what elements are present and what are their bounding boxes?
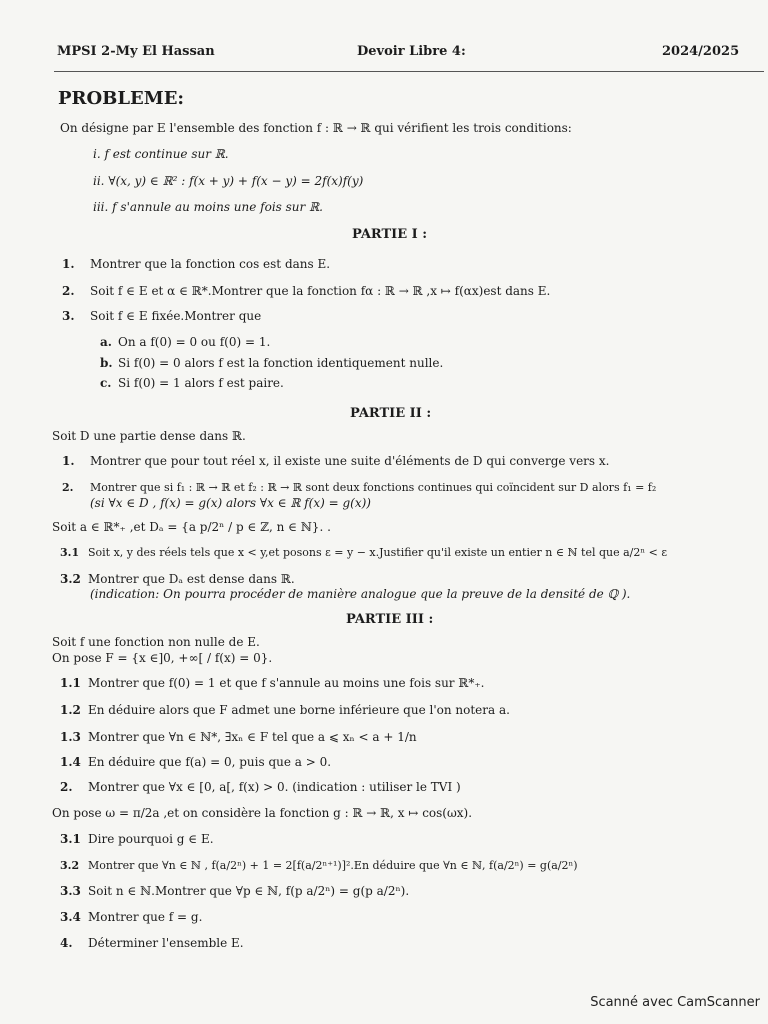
- header-rule: [54, 71, 764, 72]
- condition-line: iii. f s'annule au moins une fois sur ℝ.: [93, 200, 323, 214]
- scanner-watermark: Scanné avec CamScanner: [590, 995, 760, 1010]
- question-line: 2. Montrer que ∀x ∈ [0, a[, f(x) > 0. (indication : utiliser le TVI ): [60, 780, 461, 794]
- condition-line: i. f est continue sur ℝ.: [93, 147, 229, 161]
- question-line: 1.4 En déduire que f(a) = 0, puis que a > 0.: [60, 755, 332, 769]
- definition-line: On pose ω = π/2a ,et on considère la fonction g : ℝ → ℝ, x ↦ cos(ωx).: [52, 806, 473, 820]
- header-assignment: Devoir Libre 4:: [357, 44, 466, 59]
- condition-line: ii. ∀(x, y) ∈ ℝ² : f(x + y) + f(x − y) = 2f(x)f(y): [93, 174, 364, 188]
- question-line: 4. Déterminer l'ensemble E.: [60, 936, 244, 950]
- part-intro-line: Soit f une fonction non nulle de E.: [52, 635, 260, 649]
- question-line: 3. Soit f ∈ E fixée.Montrer que: [62, 309, 262, 323]
- part-three-heading: PARTIE III :: [346, 612, 434, 627]
- question-line: 3.2 Montrer que ∀n ∈ ℕ , f(a/2ⁿ) + 1 = 2[f(a/2ⁿ⁺¹)]².En déduire que ∀n ∈ ℕ, f(a/2ⁿ) = g(a/2ⁿ): [60, 859, 578, 872]
- question-line: 2. Soit f ∈ E et α ∈ ℝ*.Montrer que la fonction fα : ℝ → ℝ ,x ↦ f(αx)est dans E.: [62, 284, 551, 298]
- question-line: 3.1 Dire pourquoi g ∈ E.: [60, 832, 214, 846]
- question-line: c. Si f(0) = 1 alors f est paire.: [100, 376, 284, 390]
- indication-line: (indication: On pourra procéder de manière analogue que la preuve de la densité de ℚ ).: [90, 587, 631, 601]
- question-line: b. Si f(0) = 0 alors f est la fonction identiquement nulle.: [100, 356, 444, 370]
- question-line: 1.1 Montrer que f(0) = 1 et que f s'annule au moins une fois sur ℝ*₊.: [60, 676, 485, 690]
- definition-line: Soit a ∈ ℝ*₊ ,et Dₐ = {a p/2ⁿ / p ∈ ℤ, n ∈ ℕ}. .: [52, 520, 331, 534]
- header-author: MPSI 2-My El Hassan: [57, 44, 215, 59]
- question-line: 3.2 Montrer que Dₐ est dense dans ℝ.: [60, 572, 295, 586]
- problem-title: PROBLEME:: [58, 88, 185, 109]
- question-line: 2. Montrer que si f₁ : ℝ → ℝ et f₂ : ℝ → ℝ sont deux fonctions continues qui coïncident sur D alors f₁ = f₂: [62, 481, 657, 494]
- part-intro-line: Soit D une partie dense dans ℝ.: [52, 429, 246, 443]
- question-line: 3.4 Montrer que f = g.: [60, 910, 203, 924]
- question-line: a. On a f(0) = 0 ou f(0) = 1.: [100, 335, 271, 349]
- question-line: 1.2 En déduire alors que F admet une borne inférieure que l'on notera a.: [60, 703, 510, 717]
- question-line: 1. Montrer que la fonction cos est dans E.: [62, 257, 331, 271]
- question-line: (si ∀x ∈ D , f(x) = g(x) alors ∀x ∈ ℝ f(x) = g(x)): [90, 496, 371, 510]
- intro-line: On désigne par E l'ensemble des fonction f : ℝ → ℝ qui vérifient les trois conditions:: [60, 121, 572, 135]
- question-line: 1.3 Montrer que ∀n ∈ ℕ*, ∃xₙ ∈ F tel que a ⩽ xₙ < a + 1/n: [60, 730, 417, 744]
- question-line: 3.3 Soit n ∈ ℕ.Montrer que ∀p ∈ ℕ, f(p a/2ⁿ) = g(p a/2ⁿ).: [60, 884, 410, 898]
- part-one-heading: PARTIE I :: [352, 227, 428, 242]
- part-intro-line: On pose F = {x ∈]0, +∞[ / f(x) = 0}.: [52, 651, 273, 665]
- question-line: 3.1 Soit x, y des réels tels que x < y,et posons ε = y − x.Justifier qu'il existe un entier n ∈ ℕ tel que a/2ⁿ < ε: [60, 546, 668, 559]
- part-two-heading: PARTIE II :: [350, 406, 432, 421]
- header-year: 2024/2025: [662, 44, 740, 59]
- question-line: 1. Montrer que pour tout réel x, il existe une suite d'éléments de D qui converge vers x.: [62, 454, 610, 468]
